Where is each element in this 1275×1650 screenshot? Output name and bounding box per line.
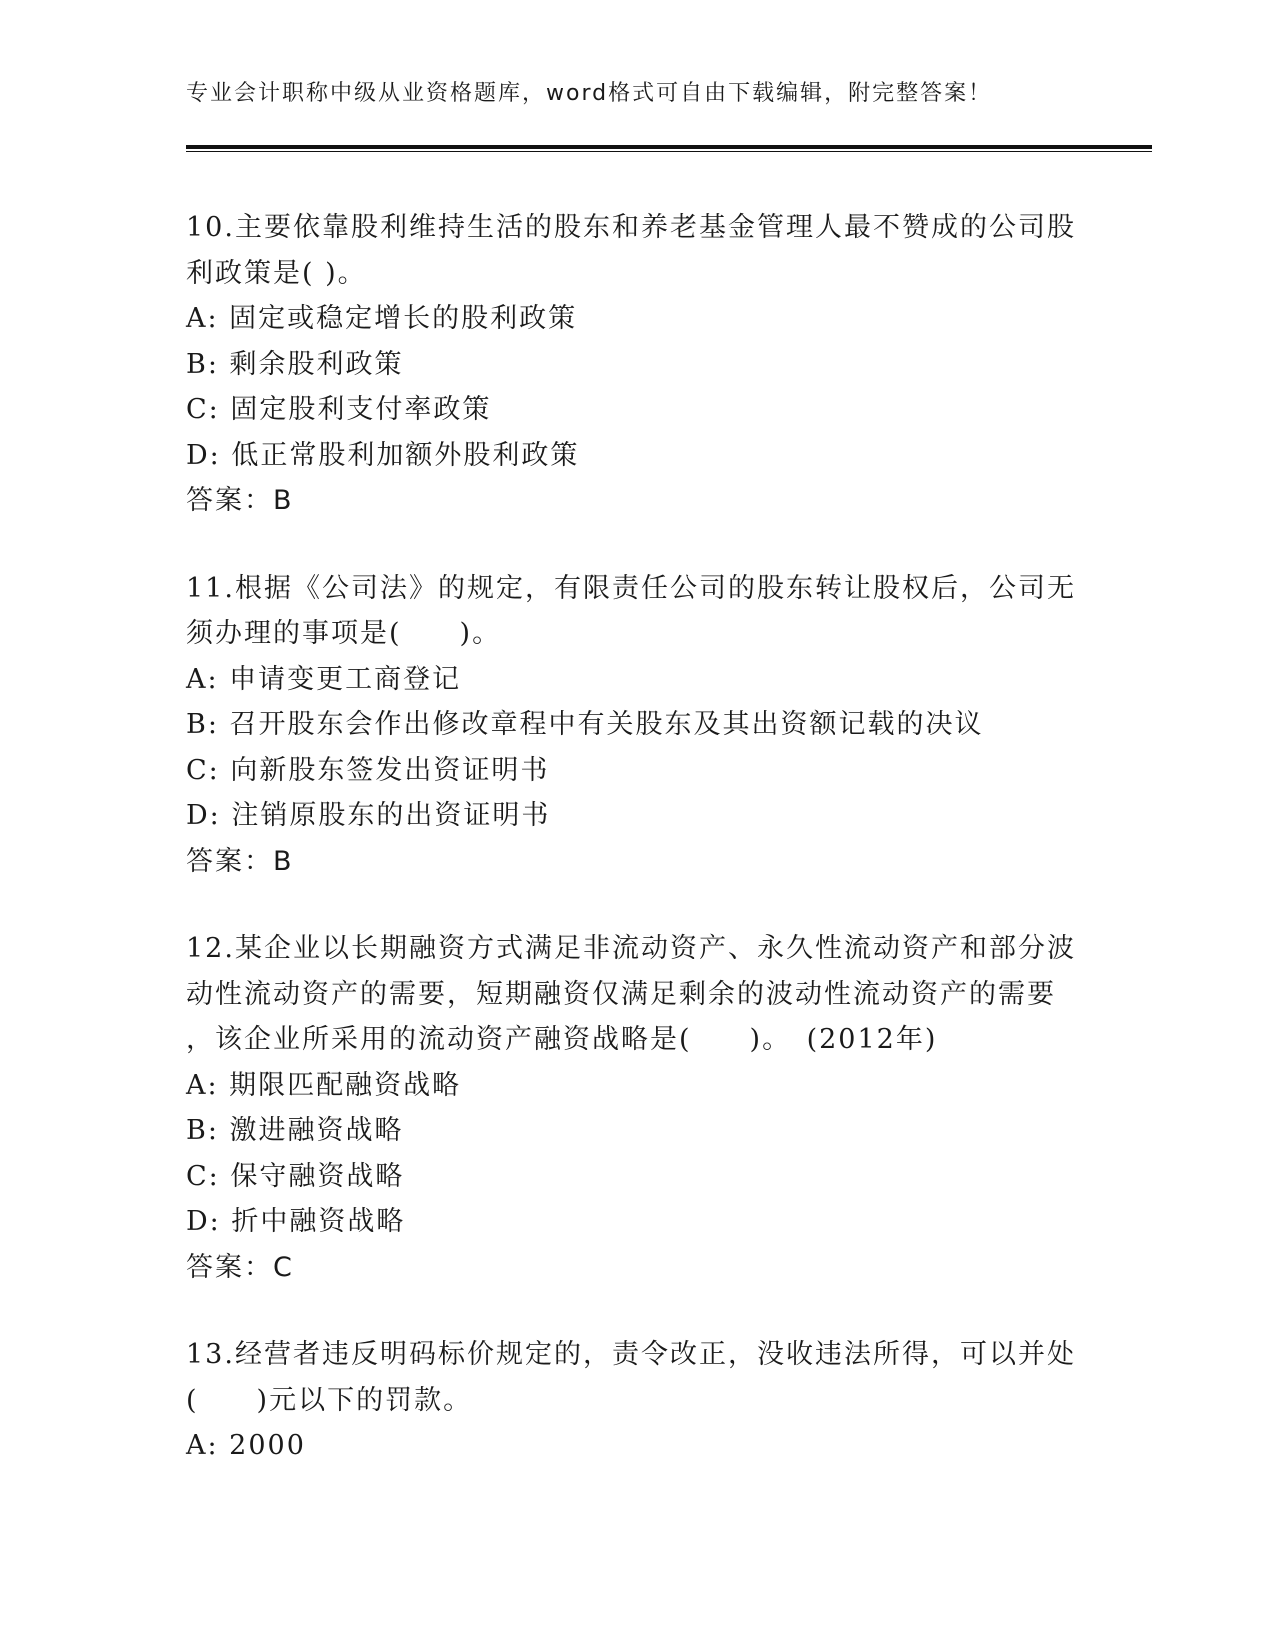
question-stem-line: 动性流动资产的需要，短期融资仅满足剩余的波动性流动资产的需要 (186, 978, 1056, 1010)
question-stem-line: 12.某企业以长期融资方式满足非流动资产、永久性流动资产和部分波 (186, 933, 1076, 964)
question-stem-line: 11.根据《公司法》的规定，有限责任公司的股东转让股权后，公司无 (186, 572, 1076, 604)
question-stem-line: 13.经营者违反明码标价规定的，责令改正，没收违法所得，可以并处 (186, 1339, 1076, 1370)
question-11 (186, 566, 1086, 885)
option-a: A: 申请变更工商登记 (186, 663, 462, 695)
question-stem-line: 10.主要依靠股利维持生活的股东和养老基金管理人最不赞成的公司股 (186, 212, 1076, 243)
option-a: A: 固定或稳定增长的股利政策 (186, 303, 578, 334)
option-b: B: 剩余股利政策 (186, 348, 404, 380)
answer-line: 答案：C (186, 1251, 294, 1283)
option-b: B: 激进融资战略 (186, 1115, 404, 1146)
question-stem-line: ，该企业所采用的流动资产融资战略是( )。 (2012年) (186, 1024, 938, 1055)
question-10 (186, 205, 1086, 524)
option-a: A: 期限匹配融资战略 (186, 1069, 462, 1101)
question-list (186, 205, 1086, 1511)
answer-line: 答案：B (186, 485, 294, 516)
option-d: D: 折中融资战略 (186, 1206, 406, 1237)
answer-line: 答案：B (186, 845, 294, 877)
header-rule-thick (186, 145, 1152, 149)
option-a: A: 2000 (186, 1430, 306, 1461)
page-header: 专业会计职称中级从业资格题库，word格式可自由下载编辑，附完整答案！ (186, 81, 993, 106)
question-12 (186, 926, 1086, 1290)
question-stem-line: 须办理的事项是( )。 (186, 618, 502, 649)
option-c: C: 固定股利支付率政策 (186, 394, 492, 425)
question-13 (186, 1332, 1086, 1469)
question-stem-line: 利政策是( )。 (186, 257, 367, 289)
option-b: B: 召开股东会作出修改章程中有关股东及其出资额记载的决议 (186, 709, 984, 740)
question-stem-line: ( )元以下的罚款。 (186, 1384, 473, 1416)
option-c: C: 保守融资战略 (186, 1160, 405, 1192)
header-rule-thin (186, 151, 1152, 152)
option-d: D: 低正常股利加额外股利政策 (186, 439, 580, 471)
option-d: D: 注销原股东的出资证明书 (186, 800, 551, 831)
option-c: C: 向新股东签发出资证明书 (186, 754, 550, 786)
